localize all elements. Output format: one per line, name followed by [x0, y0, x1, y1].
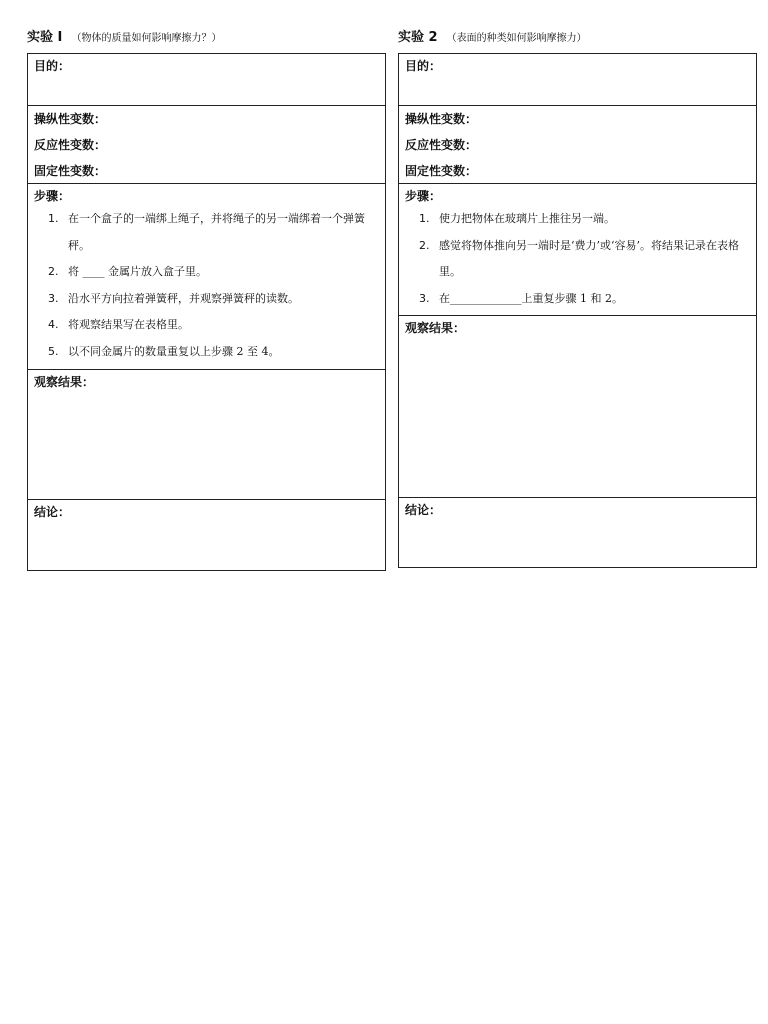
manipulated-variable-label: 操纵性变数： — [405, 112, 478, 126]
experiment-1-heading — [27, 26, 386, 46]
experiment-1-title: 实验 I — [27, 30, 63, 45]
aim-section — [28, 54, 385, 105]
step-number: 5. — [48, 344, 59, 358]
step-text: 沿水平方向拉着弹簧秤，并观察弹簧秤的读数。 — [68, 291, 299, 305]
step-text: 在_____________上重复步骤 1 和 2。 — [439, 291, 623, 305]
observation-label: 观察结果： — [405, 321, 466, 335]
step-number: 1. — [419, 212, 430, 225]
steps-list — [405, 206, 750, 312]
step-item — [48, 259, 379, 286]
step-number: 2. — [48, 265, 59, 278]
conclusion-label: 结论： — [405, 503, 442, 517]
steps-label: 步骤： — [405, 189, 442, 203]
experiment-2-worksheet — [398, 53, 757, 568]
observation-label: 观察结果： — [34, 375, 95, 389]
experiment-2-panel — [398, 26, 757, 568]
aim-label: 目的： — [405, 59, 442, 73]
step-item — [419, 233, 750, 286]
steps-section — [399, 183, 756, 315]
step-text: 将 ____ 金属片放入盒子里。 — [68, 265, 207, 278]
step-item — [48, 339, 379, 366]
aim-section — [399, 54, 756, 105]
experiment-1-worksheet — [27, 53, 386, 571]
steps-section — [28, 183, 385, 369]
aim-label: 目的： — [34, 59, 71, 73]
fixed-variable-label: 固定性变数： — [34, 164, 107, 178]
step-number: 1. — [48, 212, 59, 225]
step-item — [48, 312, 379, 339]
step-text: 使力把物体在玻璃片上推往另一端。 — [439, 212, 615, 225]
experiment-2-title: 实验 2 — [398, 30, 438, 45]
step-number: 3. — [48, 291, 59, 305]
steps-list — [34, 206, 379, 365]
step-text: 感觉将物体推向另一端时是‘费力’或‘容易’。将结果记录在表格里。 — [439, 238, 739, 278]
step-number: 4. — [48, 318, 59, 331]
experiment-1-subtitle: （物体的质量如何影响摩擦力？） — [71, 33, 222, 44]
experiment-2-heading — [398, 26, 757, 46]
step-number: 2. — [419, 238, 430, 252]
conclusion-label: 结论： — [34, 505, 71, 519]
step-item — [48, 286, 379, 313]
step-text: 在一个盒子的一端绑上绳子，并将绳子的另一端绑着一个弹簧秤。 — [68, 212, 365, 252]
manipulated-variable-label: 操纵性变数： — [34, 112, 107, 126]
step-item — [48, 206, 379, 259]
step-number: 3. — [419, 291, 430, 305]
responding-variable-label: 反应性变数： — [34, 138, 107, 152]
responding-variable-label: 反应性变数： — [405, 138, 478, 152]
observation-section — [28, 369, 385, 499]
experiment-1-panel — [27, 26, 386, 571]
fixed-variable-label: 固定性变数： — [405, 164, 478, 178]
variables-section — [399, 105, 756, 183]
step-text: 以不同金属片的数量重复以上步骤 2 至 4。 — [68, 344, 280, 358]
variables-section — [28, 105, 385, 183]
step-item — [419, 206, 750, 233]
steps-label: 步骤： — [34, 189, 71, 203]
conclusion-section — [28, 499, 385, 570]
conclusion-section — [399, 497, 756, 567]
step-text: 将观察结果写在表格里。 — [68, 318, 189, 331]
experiment-2-subtitle: （表面的种类如何影响摩擦力） — [446, 33, 587, 44]
step-item — [419, 286, 750, 313]
observation-section — [399, 315, 756, 497]
